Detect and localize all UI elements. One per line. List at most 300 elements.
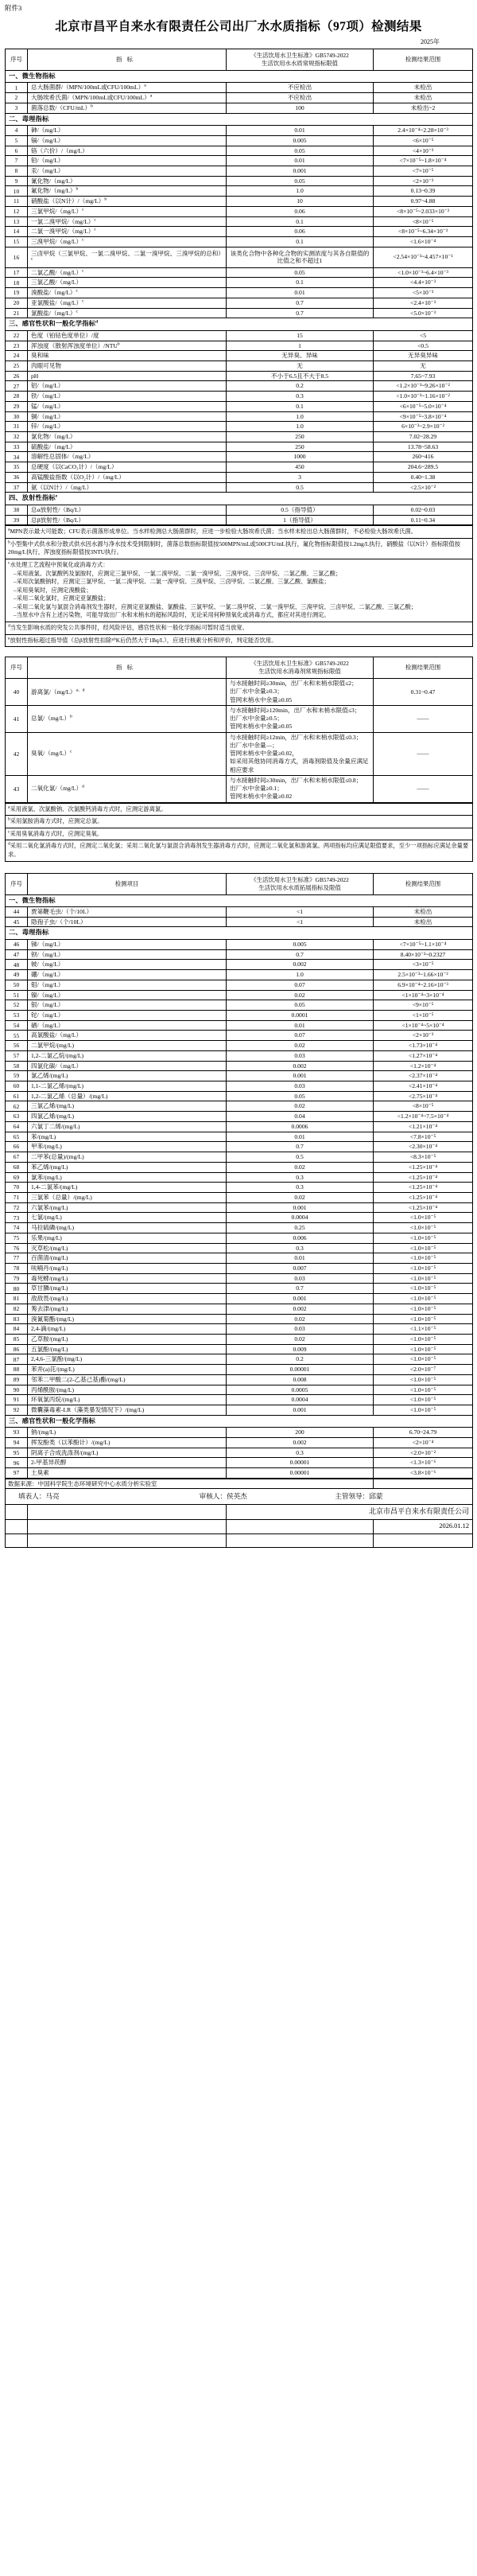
reviewer-label: 审核人： <box>199 1492 227 1501</box>
standard-limit: 0.7 <box>227 298 374 308</box>
indicator-name: 1,1-二氯乙烯/(mg/L) <box>28 1081 227 1092</box>
indicator-name: 微囊藻毒素-LR（藻类暴发情况下）/(mg/L) <box>28 1405 227 1416</box>
signature-cell <box>6 1489 473 1505</box>
footnote-marker: c <box>8 829 10 835</box>
indicator-name: 硝酸盐（以N计）$/(mg/L)^b$ <box>28 197 227 207</box>
date-row <box>6 1519 473 1534</box>
indicator-name: 六氯丁二烯/(mg/L) <box>28 1121 227 1132</box>
indicator-name: 呋喃丹/(mg/L) <box>28 1263 227 1273</box>
footnote-marker: c <box>8 560 10 566</box>
row-number: 37 <box>6 482 28 493</box>
table-row <box>6 1050 473 1061</box>
indicator-name: 铅/（mg/L） <box>28 156 227 166</box>
indicator-name: 铍/（mg/L） <box>28 960 227 970</box>
indicator-name: 三氯乙酸/（mg/L） <box>28 278 227 288</box>
standard-limit: 0.03 <box>227 1273 374 1284</box>
col-header-standard <box>227 873 374 894</box>
row-number: 27 <box>6 381 28 392</box>
row-number: 78 <box>6 1263 28 1273</box>
row-number: 5 <box>6 135 28 146</box>
indicator-name: 硫酸盐/（mg/L） <box>28 442 227 452</box>
footnote-row <box>6 634 473 647</box>
standard-limit: 0.03 <box>227 1324 374 1335</box>
table-row <box>6 146 473 156</box>
footnote-subline: –当原水中含有上述污染物，可能导致出厂水和末梢水的超标风险时，无论采用何种预氧化或消毒方式，都应对其进行测定。 <box>14 611 330 619</box>
row-number: 67 <box>6 1152 28 1163</box>
row-number: 96 <box>6 1458 28 1468</box>
result-range: 0.13~0.39 <box>374 186 473 197</box>
report-date: 2026.01.12 <box>374 1519 473 1534</box>
table-row <box>6 267 473 278</box>
table-row <box>6 308 473 318</box>
row-number: 81 <box>6 1294 28 1304</box>
standard-limit: 0.2 <box>227 1354 374 1365</box>
footer-body <box>6 1479 473 1547</box>
footnote-marker: c <box>76 288 79 294</box>
standard-limit: 0.05 <box>227 146 374 156</box>
indicator-name: 臭和味 <box>28 351 227 361</box>
row-number: 35 <box>6 462 28 473</box>
standard-line: 与水接触时间≥30min，出厂水和末梢水限值≤2； <box>230 680 358 688</box>
table-row <box>6 411 473 422</box>
table-row <box>6 1011 473 1021</box>
row-number: 24 <box>6 351 28 361</box>
result-range: <1.0×10⁻⁵ <box>374 1385 473 1395</box>
footnote-marker: a <box>149 93 153 99</box>
result-range: <1.1×10⁻⁵ <box>374 1324 473 1335</box>
standard-limit: 0.07 <box>227 980 374 990</box>
table-gap-1 <box>0 647 477 657</box>
section-header-row <box>6 894 473 907</box>
result-range: 204.6~289.5 <box>374 462 473 473</box>
col-header-standard <box>227 657 374 679</box>
standard-limit: 0.7 <box>227 1142 374 1152</box>
section-title: 四、放射性指标$^e$ <box>6 493 473 505</box>
indicator-name: 马拉硫磷/(mg/L) <box>28 1223 227 1233</box>
row-number: 23 <box>6 341 28 351</box>
preparer-label: 填表人： <box>18 1492 46 1501</box>
footnote-row <box>6 840 473 861</box>
table-row <box>6 1142 473 1152</box>
footer-blank-1 <box>6 1534 28 1547</box>
indicator-name: 莠去津/(mg/L) <box>28 1304 227 1314</box>
row-number: 22 <box>6 330 28 341</box>
result-range: 0.31~0.47 <box>374 679 473 706</box>
result-range: <1.0×10⁻⁵ <box>374 1213 473 1223</box>
table-row <box>6 1335 473 1345</box>
standard-limit: 0.001 <box>227 1405 374 1416</box>
indicator-name: pH <box>28 371 227 381</box>
result-range: <1.0×10⁻⁵ <box>374 1374 473 1385</box>
result-range: <2.30×10⁻⁴ <box>374 1142 473 1152</box>
reviewer-name: 侯英杰 <box>226 1492 247 1501</box>
indicator-name: 氯化物/（mg/L） <box>28 432 227 442</box>
table-row <box>6 775 473 802</box>
result-range: <4.4×10⁻³ <box>374 278 473 288</box>
table1-footnotes <box>5 525 473 647</box>
table2-footnotes <box>5 803 473 862</box>
row-number: 74 <box>6 1223 28 1233</box>
row-number: 33 <box>6 442 28 452</box>
footnote-marker: c <box>69 749 72 754</box>
indicator-name: 锌/（mg/L） <box>28 422 227 432</box>
row-number: 30 <box>6 411 28 422</box>
result-range: <3.8×10⁻⁶ <box>374 1468 473 1479</box>
standard-line: 与水接触时间≥120min，出厂水和末梢水限值≤3； <box>230 706 361 714</box>
result-range: <8×10⁻⁵~2.033×10⁻² <box>374 206 473 216</box>
table2-body <box>6 679 473 803</box>
standard-limit: 0.3 <box>227 1448 374 1458</box>
standard-limit: <1 <box>227 907 374 918</box>
indicator-name: 二氯乙酸$/(mg/L)^c$ <box>28 267 227 278</box>
standard-limit: 450 <box>227 462 374 473</box>
indicator-name: 铜/（mg/L） <box>28 411 227 422</box>
footnote-marker: e <box>55 493 58 499</box>
col-header-result: 检测结果范围 <box>374 49 473 71</box>
result-range: <2.37×10⁻⁴ <box>374 1071 473 1081</box>
result-range: <1×10⁻⁴~3×10⁻⁴ <box>374 990 473 1000</box>
table-row <box>6 176 473 186</box>
result-range: <2.41×10⁻⁴ <box>374 1081 473 1092</box>
indicator-name: 百菌清/(mg/L) <box>28 1253 227 1264</box>
result-range: <7×10⁻⁵~1.1×10⁻⁴ <box>374 939 473 949</box>
result-range: 0.97~4.88 <box>374 197 473 207</box>
standard-line: 管网末梢水中余量≥0.05 <box>230 696 293 703</box>
result-range: <5 <box>374 330 473 341</box>
result-range: <4×10⁻³ <box>374 146 473 156</box>
row-number: 10 <box>6 186 28 197</box>
footnote-row <box>6 803 473 816</box>
signature-flex <box>7 1492 471 1501</box>
row-number: 63 <box>6 1112 28 1122</box>
result-range: <8×10⁻⁵ <box>374 216 473 227</box>
row-number: 39 <box>6 515 28 525</box>
extended-indicators-table <box>5 873 473 1479</box>
table-row <box>6 1344 473 1354</box>
indicator-name: 总大肠菌群/（MPN/100mL或CFU/100mL）$^a$ <box>28 83 227 93</box>
standard-limit: 0.3 <box>227 1243 374 1253</box>
result-range: <1.25×10⁻⁴ <box>374 1192 473 1202</box>
table-row <box>6 93 473 103</box>
indicator-name: 甲苯/(mg/L) <box>28 1142 227 1152</box>
table-row <box>6 1405 473 1416</box>
date-blank-3 <box>227 1519 374 1534</box>
table-row <box>6 1121 473 1132</box>
supervisor-name: 邱蒙 <box>369 1492 383 1501</box>
footnote-marker: b <box>91 103 93 109</box>
table2-head <box>6 657 473 679</box>
indicator-name: 铊/（mg/L） <box>28 1011 227 1021</box>
result-range: <1.25×10⁻⁴ <box>374 1162 473 1172</box>
indicator-name: 浑浊度（散射浑浊度单位）/NTU$^b$ <box>28 341 227 351</box>
footnote-text: $^c$水处理工艺流程中预氧化或消毒方式： –采用液氯、次氯酸钙及氯胺时，应测定三氯甲烷、一氯二溴甲烷、二氯一溴甲烷、三溴甲烷、三卤甲烷、二氯乙酸、三氯乙酸； –采用次氯酸钠时，应测定三氯甲烷、一氯二溴甲烷、二氯一溴甲烷、三溴甲烷、三卤甲烷、二氯乙酸、三氯乙酸、氯酸盐； –采用臭氧时，应测定溴酸盐； –采用二氧化氯时，应测定亚氯酸盐； –采用二氧化氯与氯混合消毒剂发生器时，应测定亚氯酸盐、氯酸盐、三氯甲烷、一氯二溴甲烷、二氯一溴甲烷、三溴甲烷、三卤甲烷、二氯乙酸、三氯乙酸； –当原水中含有上述污染物，可能导致出厂水和末梢水的超标风险时，无论采用何种预氧化或消毒方式，都应对其进行测定。 <box>6 559 473 622</box>
result-range: <6×10⁻⁵ <box>374 135 473 146</box>
standard-line: 出厂水中余量≥0.3； <box>230 688 283 696</box>
standard-limit: 1.0 <box>227 411 374 422</box>
standard-limit: 0.007 <box>227 1263 374 1273</box>
result-range: 8.40×10⁻²~0.2327 <box>374 949 473 960</box>
table-row <box>6 1284 473 1294</box>
standard-limit: 0.3 <box>227 1172 374 1183</box>
standard-limit: 0.06 <box>227 227 374 237</box>
indicator-name: 氯乙烯/(mg/L) <box>28 1071 227 1081</box>
table-row <box>6 432 473 442</box>
footnote-text: $^b$小型集中式供水和分散式供水因水源与净水技术受到限制时，菌落总数指标限值按500MPN/mL或500CFU/mL执行，氟化物指标限值按1.2mg/L执行，硝酸盐（以N计）指标限值按20mg/L执行，浑浊度指标限值按3NTU执行。 <box>6 538 473 559</box>
table-row <box>6 381 473 392</box>
table-row <box>6 247 473 267</box>
result-range: <2×10⁻³ <box>374 176 473 186</box>
result-range: <3×10⁻⁵ <box>374 960 473 970</box>
result-range: <1.0×10⁻⁵ <box>374 1233 473 1243</box>
indicator-name: 阴离子合成洗涤剂/(mg/L) <box>28 1448 227 1458</box>
row-number: 1 <box>6 83 28 93</box>
table-row <box>6 452 473 462</box>
table-row <box>6 442 473 452</box>
row-number: 61 <box>6 1091 28 1101</box>
standard-limit: 0.03 <box>227 1081 374 1092</box>
standard-limit: 0.0004 <box>227 1213 374 1223</box>
standard-limit: 250 <box>227 432 374 442</box>
col-header-standard <box>227 49 374 71</box>
footnote-marker: c <box>82 207 84 212</box>
row-number: 34 <box>6 452 28 462</box>
footer-blank-3 <box>227 1534 374 1547</box>
row-number: 69 <box>6 1172 28 1183</box>
standard-limit <box>227 679 374 706</box>
row-number: 18 <box>6 278 28 288</box>
standard-limit: 0.1 <box>227 278 374 288</box>
table-row <box>6 1243 473 1253</box>
row-number: 8 <box>6 166 28 177</box>
indicator-name: 溶解性总固体/（mg/L） <box>28 452 227 462</box>
row-number: 59 <box>6 1071 28 1081</box>
result-range: <2.75×10⁻⁴ <box>374 1091 473 1101</box>
indicator-name: 色度（铂钴色度单位）/度 <box>28 330 227 341</box>
result-range: <2.0×10⁻⁷ <box>374 1365 473 1375</box>
table-row <box>6 237 473 247</box>
standard-line-1: 《生活饮用水卫生标准》GB5749-2022 <box>250 875 349 883</box>
table-row <box>6 505 473 515</box>
table-row <box>6 1354 473 1365</box>
row-number: 71 <box>6 1192 28 1202</box>
standard-limit: 0.002 <box>227 1061 374 1071</box>
standard-limit: 0.01 <box>227 156 374 166</box>
result-range: <9×10⁻⁵ <box>374 1000 473 1011</box>
indicator-name: 二甲苯(总量)/(mg/L) <box>28 1152 227 1163</box>
table-row <box>6 1374 473 1385</box>
standard-limit: 0.01 <box>227 126 374 136</box>
table-row <box>6 422 473 432</box>
table3-header-row <box>6 873 473 894</box>
table-row <box>6 970 473 980</box>
result-range: <2×10⁻⁴ <box>374 1437 473 1448</box>
footer-blank-row <box>6 1534 473 1547</box>
standard-limit: 0.05 <box>227 1000 374 1011</box>
row-number: 48 <box>6 960 28 970</box>
standard-limit <box>227 775 374 802</box>
row-number: 68 <box>6 1162 28 1172</box>
row-number: 57 <box>6 1050 28 1061</box>
row-number: 21 <box>6 308 28 318</box>
standard-line: 管网末梢水中余量≥0.02， <box>230 750 298 758</box>
standard-limit: 0.002 <box>227 1304 374 1314</box>
standard-line-1: 《生活饮用水卫生标准》GB5749-2022 <box>250 52 349 59</box>
table-row <box>6 990 473 1000</box>
indicator-name: 总β放射性/（Bq/L） <box>28 515 227 525</box>
table-row <box>6 197 473 207</box>
row-number: 12 <box>6 206 28 216</box>
conventional-indicators-table <box>5 49 473 525</box>
table-row <box>6 939 473 949</box>
indicator-name: 灭草松/(mg/L) <box>28 1243 227 1253</box>
standard-limit: 0.5 <box>227 1152 374 1163</box>
footnote-subline: –采用臭氧时，应测定溴酸盐； <box>14 586 92 594</box>
indicator-name: 总氯$/(mg/L)^b$ <box>28 705 227 732</box>
indicator-name: 1,4-二氯苯/(mg/L) <box>28 1183 227 1193</box>
table-row <box>6 1395 473 1405</box>
result-range: <7×10⁻⁵ <box>374 166 473 177</box>
standard-limit: 0.02 <box>227 1335 374 1345</box>
standard-limit: 0.002 <box>227 1437 374 1448</box>
indicator-name: 臭氧$/(mg/L)^c$ <box>28 732 227 775</box>
table-row <box>6 1132 473 1142</box>
standard-limit: 0.0001 <box>227 1011 374 1021</box>
result-range: 未检出 <box>374 917 473 927</box>
standard-limit: 200 <box>227 1428 374 1438</box>
indicator-name: 2-甲基异莰醇 <box>28 1458 227 1468</box>
result-range: <8×10⁻⁵ <box>374 1101 473 1112</box>
result-range: <5×10⁻³ <box>374 288 473 298</box>
col-header-indicator: 指标 <box>28 49 227 71</box>
result-range: <6×10⁻⁵~5.0×10⁻⁴ <box>374 401 473 411</box>
footnote-subline: –采用二氧化氯时，应测定亚氯酸盐； <box>14 594 110 602</box>
result-range: 6.9×10⁻⁴~2.16×10⁻³ <box>374 980 473 990</box>
data-source-row <box>6 1479 473 1489</box>
supervisor-block <box>335 1492 471 1501</box>
result-range: <1.27×10⁻⁴ <box>374 1050 473 1061</box>
standard-limit: 1（指导值） <box>227 515 374 525</box>
result-range: <1.0×10⁻⁵ <box>374 1304 473 1314</box>
page-title: 北京市昌平自来水有限责任公司出厂水水质指标（97项）检测结果 <box>55 20 422 33</box>
indicator-name: 敌敌畏/(mg/L) <box>28 1294 227 1304</box>
standard-line: 出厂水中余量—； <box>230 741 278 749</box>
result-range: <1.0×10⁻⁵ <box>374 1253 473 1264</box>
standard-limit: 0.006 <box>227 1233 374 1243</box>
result-range: <1.2×10⁻⁴~7.5×10⁻⁴ <box>374 1112 473 1122</box>
result-range: 7.02~28.29 <box>374 432 473 442</box>
indicator-name: 总α放射性/（Bq/L） <box>28 505 227 515</box>
indicator-name: 丙烯酰胺/(mg/L) <box>28 1385 227 1395</box>
standard-limit <box>227 705 374 732</box>
row-number: 25 <box>6 361 28 372</box>
result-range: <7.8×10⁻⁵ <box>374 1132 473 1142</box>
reviewer-block <box>200 1492 335 1501</box>
footnote-marker: e <box>8 636 10 641</box>
indicator-name: 氰化物/（mg/L） <box>28 176 227 186</box>
result-range: <8×10⁻⁵~6.34×10⁻³ <box>374 227 473 237</box>
result-range: —— <box>374 705 473 732</box>
standard-limit: 100 <box>227 103 374 113</box>
table-row <box>6 732 473 775</box>
standard-limit: <1 <box>227 917 374 927</box>
col-header-indicator: 指标 <box>28 657 227 679</box>
indicator-name: 苯/(mg/L) <box>28 1132 227 1142</box>
standard-limit: 0.02 <box>227 1314 374 1324</box>
footnote-marker: d <box>82 784 84 789</box>
indicator-name: 肉眼可见物 <box>28 361 227 372</box>
result-range: <1.0×10⁻⁵ <box>374 1273 473 1284</box>
section-header-row <box>6 70 473 83</box>
row-number: 91 <box>6 1395 28 1405</box>
indicator-name: 二氧化氯$/(mg/L)^d$ <box>28 775 227 802</box>
data-source-blank <box>374 1479 473 1489</box>
result-range: <1.0×10⁻⁵ <box>374 1395 473 1405</box>
indicator-name: 砷/（mg/L） <box>28 126 227 136</box>
footnote-text: $^d$采用二氧化氯消毒方式时，应测定二氧化氯；采用二氧化氯与氯混合消毒剂发生器消毒方式时，应测定二氧化氯和游离氯。两项指标均应满足限值要求，至少一项指标应满足余量要求。 <box>6 840 473 861</box>
standard-line: 出厂水中余量≥0.5； <box>230 715 283 723</box>
result-range: <9×10⁻⁵~3.8×10⁻⁴ <box>374 411 473 422</box>
result-range: <1.6×10⁻⁴ <box>374 237 473 247</box>
report-year: 2025年 <box>421 38 440 45</box>
standard-limit: 0.5 <box>227 482 374 493</box>
col-header-result: 检测结果范围 <box>374 873 473 894</box>
footnote-marker: d <box>95 319 99 325</box>
indicator-name: 钼/（mg/L） <box>28 980 227 990</box>
indicator-name: 乙草胺/(mg/L) <box>28 1335 227 1345</box>
table-row <box>6 515 473 525</box>
indicator-name: 二氯甲烷/(mg/L) <box>28 1041 227 1051</box>
indicator-name: 七氯/(mg/L) <box>28 1213 227 1223</box>
col-header-no: 序号 <box>6 657 28 679</box>
result-range: 6×10⁻³~2.9×10⁻² <box>374 422 473 432</box>
preparer-name: 马亮 <box>45 1492 60 1501</box>
row-number: 87 <box>6 1354 28 1365</box>
standard-limit: 0.001 <box>227 1294 374 1304</box>
indicator-name: 硒/（mg/L） <box>28 1020 227 1031</box>
table-row <box>6 1273 473 1284</box>
table1-header-row <box>6 49 473 71</box>
footnote-row <box>6 526 473 539</box>
table-row <box>6 1091 473 1101</box>
standard-limit: 0.0006 <box>227 1121 374 1132</box>
standard-limit: 1000 <box>227 452 374 462</box>
row-number: 4 <box>6 126 28 136</box>
standard-limit: 不应检出 <box>227 83 374 93</box>
indicator-name: 毒死蜱/(mg/L) <box>28 1273 227 1284</box>
result-range: 无 <box>374 361 473 372</box>
indicator-name: 氨（以N计）/（mg/L） <box>28 482 227 493</box>
standard-limit: 1.0 <box>227 422 374 432</box>
indicator-name: 一氯二溴甲烷$/(mg/L)^c$ <box>28 216 227 227</box>
year-spacer <box>0 37 383 46</box>
table-row <box>6 392 473 402</box>
standard-limit: 0.001 <box>227 166 374 177</box>
section-title: 一、微生物指标 <box>6 894 473 907</box>
indicator-name: 三溴甲烷$/(mg/L)^c$ <box>28 237 227 247</box>
attachment-label: 附件3 <box>5 4 22 12</box>
row-number: 7 <box>6 156 28 166</box>
standard-limit: 0.7 <box>227 1284 374 1294</box>
table-row <box>6 472 473 482</box>
table-row <box>6 156 473 166</box>
footnote-marker: a <box>8 527 10 532</box>
col-header-no: 序号 <box>6 49 28 71</box>
footnote-marker: b <box>117 341 120 347</box>
standard-limit: 0.02 <box>227 1041 374 1051</box>
table-row <box>6 907 473 918</box>
table-row <box>6 166 473 177</box>
standard-limit: 1.0 <box>227 186 374 197</box>
